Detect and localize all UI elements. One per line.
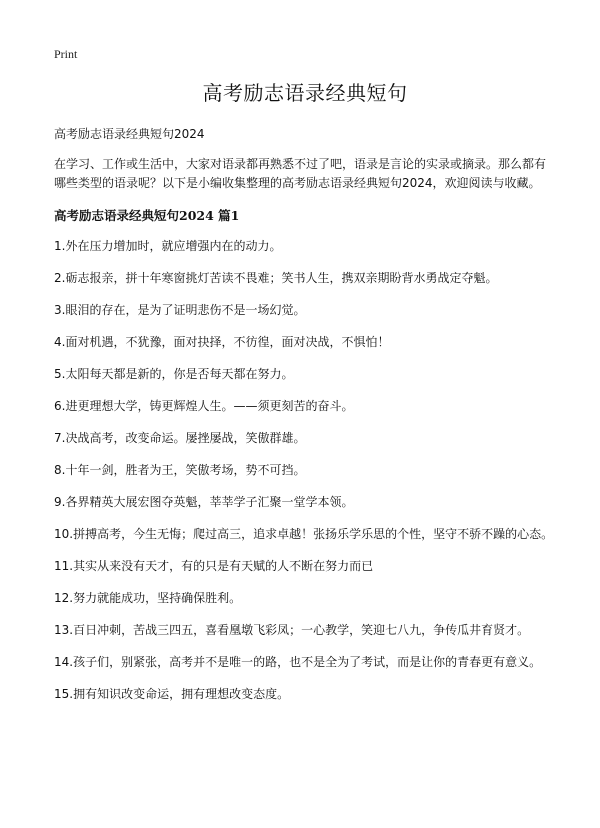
intro-paragraph: 在学习、工作或生活中，大家对语录都再熟悉不过了吧，语录是言论的实录或摘录。那么都有哪些类型的语录呢？以下是小编收集整理的高考励志语录经典短句2024，欢迎阅读与收藏。 <box>54 157 547 190</box>
page-title: 高考励志语录经典短句 <box>202 81 408 105</box>
quote-item: 7.决战高考，改变命运。屡挫屡战，笑傲群雄。 <box>54 431 306 445</box>
quote-item: 6.进更理想大学，铸更辉煌人生。——须更刻苦的奋斗。 <box>54 399 354 413</box>
quote-item: 10.拼搏高考，今生无悔；爬过高三，追求卓越！张扬乐学乐思的个性，坚守不骄不躁的心态。 <box>54 527 554 541</box>
section-heading: 高考励志语录经典短句2024 篇1 <box>54 208 240 223</box>
quote-item: 4.面对机遇，不犹豫，面对抉择，不彷徨，面对决战，不惧怕！ <box>54 335 390 349</box>
quote-item: 11.其实从来没有天才，有的只是有天赋的人不断在努力而已 <box>54 559 374 573</box>
quote-item: 13.百日冲刺，苦战三四五，喜看凰墩飞彩凤；一心教学，笑迎七八九，争传瓜井育贤才。 <box>54 623 530 637</box>
quote-item: 3.眼泪的存在，是为了证明悲伤不是一场幻觉。 <box>54 303 306 317</box>
quote-item: 1.外在压力增加时，就应增强内在的动力。 <box>54 239 282 253</box>
quote-item: 9.各界精英大展宏图夺英魁，莘莘学子汇聚一堂学本领。 <box>54 495 354 509</box>
quote-item: 14.孩子们，别紧张，高考并不是唯一的路，也不是全为了考试，而是让你的青春更有意义。 <box>54 655 542 669</box>
document-subtitle: 高考励志语录经典短句2024 <box>54 127 205 141</box>
quote-list <box>54 237 556 704</box>
quote-item: 2.砺志报亲，拼十年寒窗挑灯苦读不畏难；笑书人生，携双亲期盼背水勇战定夺魁。 <box>54 271 498 285</box>
print-link[interactable]: Print <box>54 47 78 61</box>
quote-item: 12.努力就能成功，坚持确保胜利。 <box>54 591 242 605</box>
quote-item: 15.拥有知识改变命运，拥有理想改变态度。 <box>54 687 290 701</box>
quote-item: 8.十年一剑，胜者为王，笑傲考场，势不可挡。 <box>54 463 306 477</box>
quote-item: 5.太阳每天都是新的，你是否每天都在努力。 <box>54 367 294 381</box>
